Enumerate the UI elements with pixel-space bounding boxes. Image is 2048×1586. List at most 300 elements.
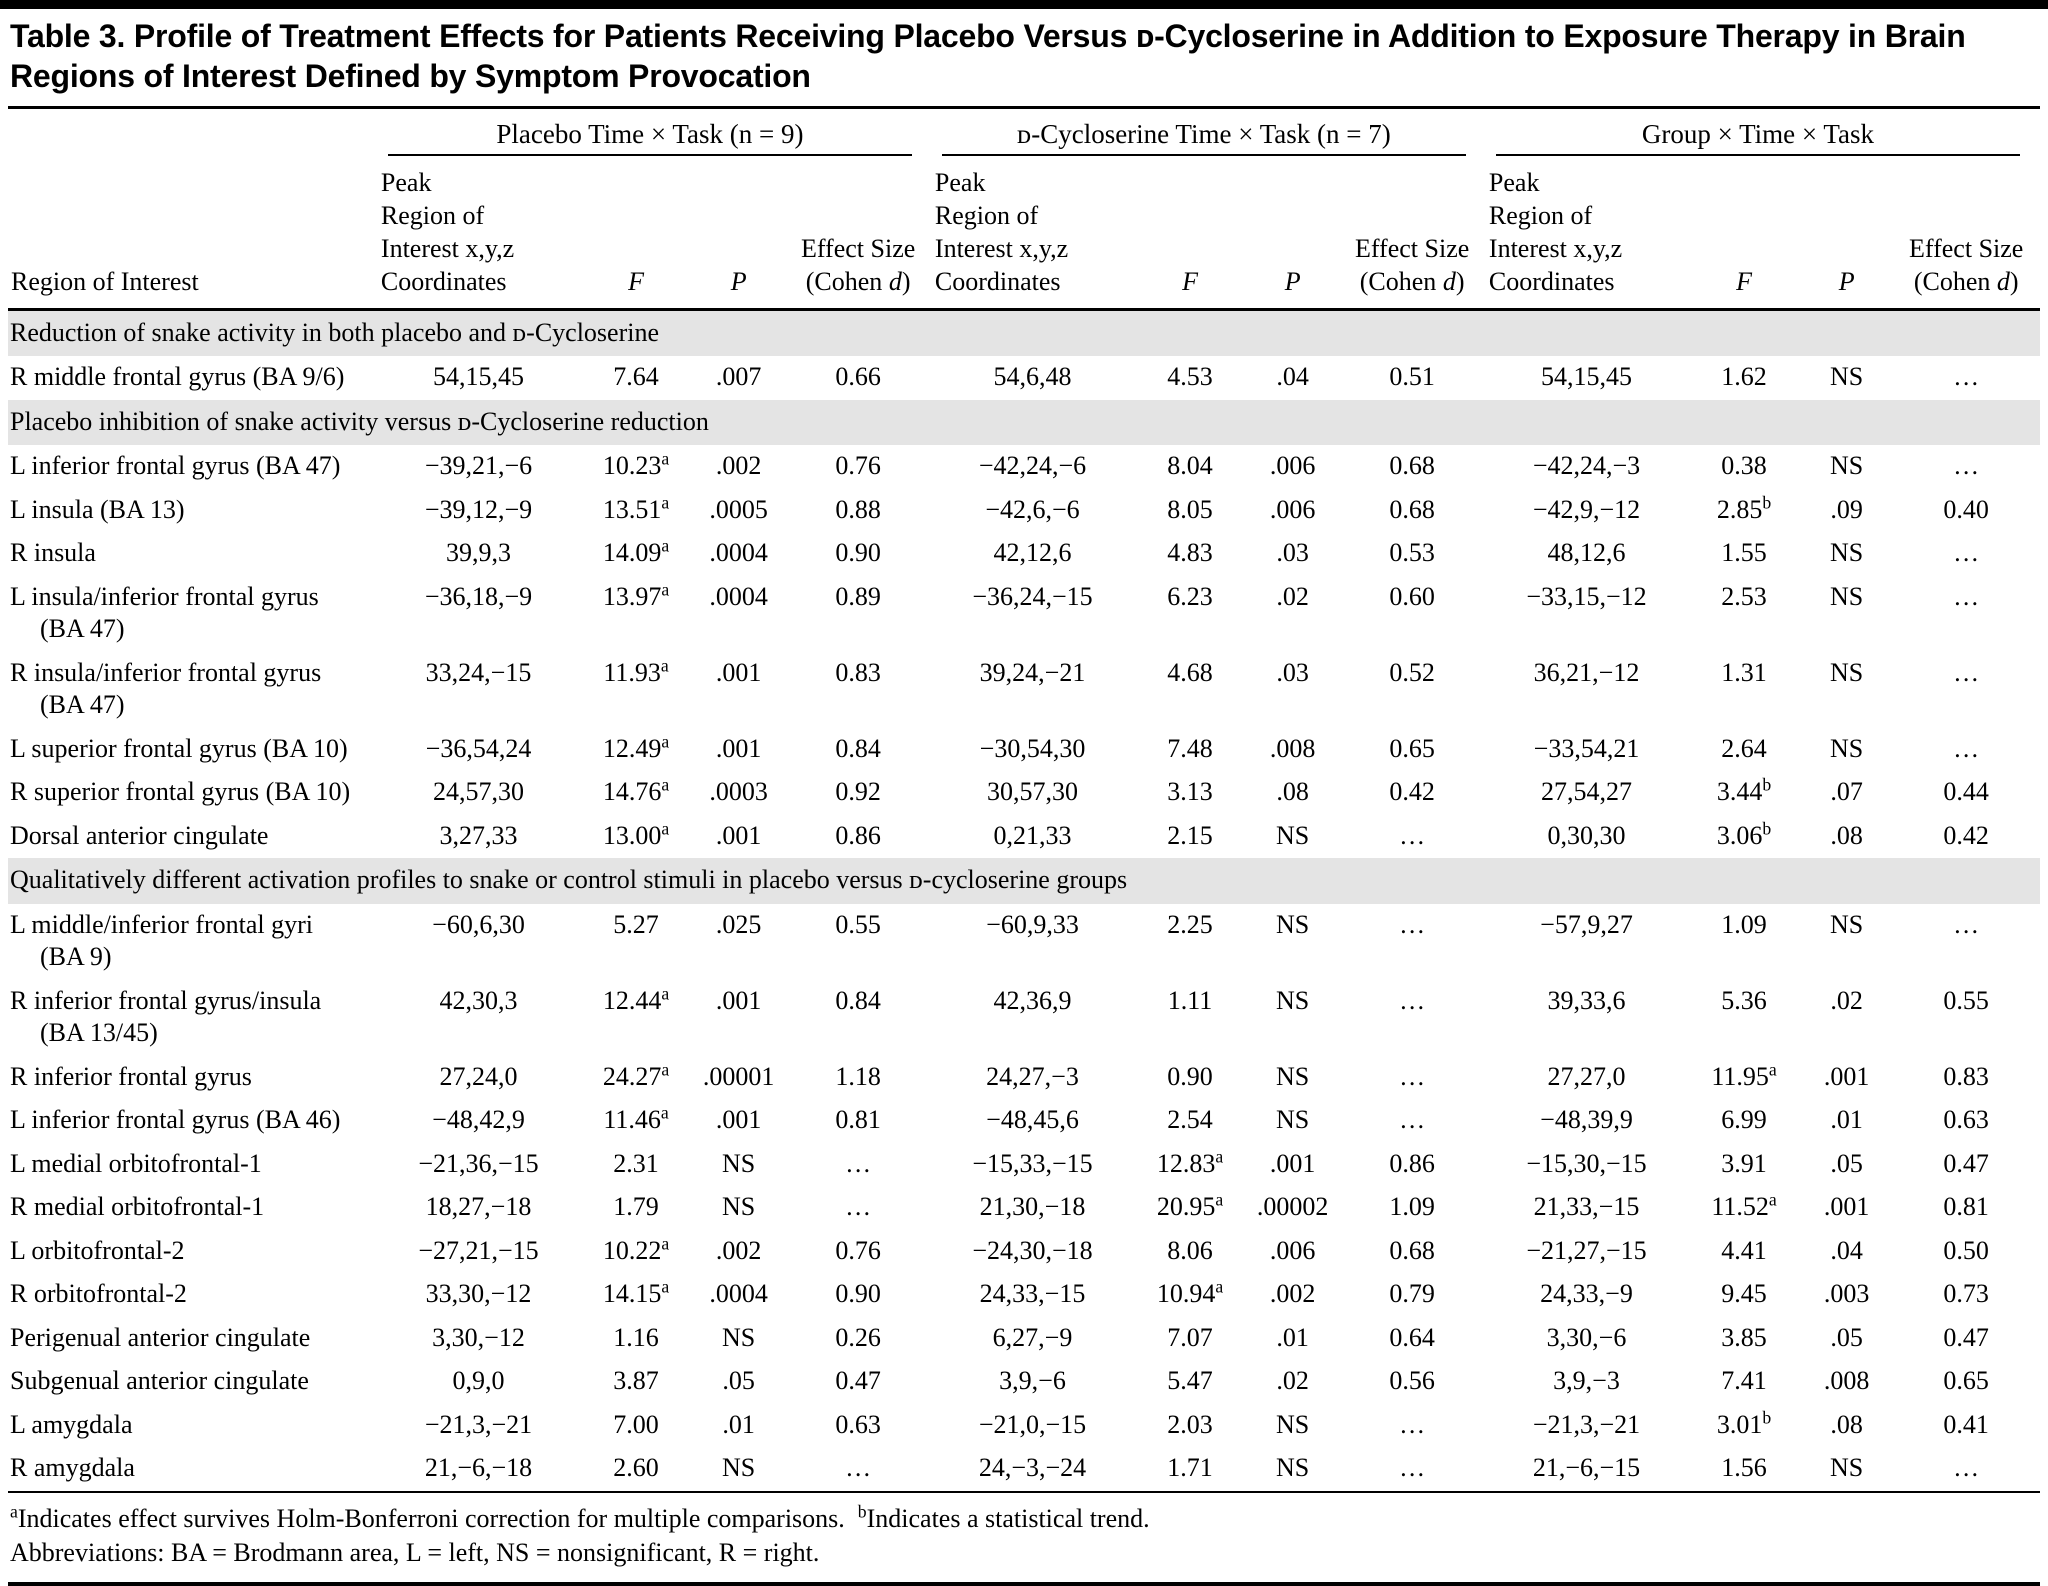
f-cell: 2.15: [1167, 820, 1213, 850]
footnote-abbreviations: Abbreviations: BA = Brodmann area, L = left, NS = nonsignificant, R = right.: [10, 1538, 820, 1567]
p-cell: .001: [1269, 1148, 1316, 1178]
f-cell: 1.71: [1167, 1453, 1213, 1483]
coords-cell: 3,30,−12: [432, 1322, 525, 1352]
coords-header-line: Region of: [934, 200, 1039, 230]
f-cell: 7.00: [613, 1409, 659, 1439]
coords-cell: 24,−3,−24: [978, 1453, 1087, 1483]
coords-cell: −33,54,21: [1533, 733, 1640, 763]
coords-cell: 0,30,30: [1547, 820, 1626, 850]
region-line: R orbitofrontal-2: [10, 1279, 187, 1309]
effect-size-cell: 0.26: [835, 1322, 881, 1352]
effect-size-cell: 0.55: [1943, 985, 1989, 1015]
coords-cell: 24,33,−15: [979, 1279, 1086, 1309]
p-cell: .006: [1269, 1235, 1316, 1265]
f-cell: 3.13: [1167, 777, 1213, 807]
effect-size-cell: …: [1953, 451, 1980, 481]
region-line: (BA 47): [40, 690, 125, 720]
coords-cell: −21,27,−15: [1526, 1235, 1647, 1265]
p-cell: .001: [715, 657, 762, 687]
f-cell: 13.51$^a$: [602, 492, 670, 524]
effect-size-cell: 0.64: [1389, 1322, 1435, 1352]
effect-size-cell: 0.88: [835, 494, 881, 524]
f-cell: 10.22$^a$: [602, 1233, 670, 1265]
p-header: P: [1247, 156, 1338, 310]
effect-size-cell: …: [1953, 657, 1980, 687]
f-cell: 2.60: [613, 1453, 659, 1483]
p-cell: .08: [1830, 1409, 1863, 1439]
effect-size-cell: 0.55: [835, 909, 881, 939]
coords-header: [932, 156, 1133, 310]
region-line: L medial orbitofrontal-1: [10, 1148, 262, 1178]
region-cell: [8, 356, 378, 400]
coords-cell: 27,54,27: [1541, 777, 1632, 807]
section-header-row: [8, 400, 2040, 446]
effect-size-cell: 0.63: [1943, 1105, 1989, 1135]
region-line: R middle frontal gyrus (BA 9/6): [10, 362, 345, 392]
p-cell: .02: [1830, 985, 1863, 1015]
coords-cell: 39,33,6: [1547, 985, 1626, 1015]
coords-cell: −48,42,9: [432, 1105, 525, 1135]
coords-cell: −57,9,27: [1540, 909, 1633, 939]
f-cell: 12.44$^a$: [602, 983, 670, 1015]
coords-cell: 27,27,0: [1547, 1061, 1626, 1091]
f-cell: 5.27: [613, 909, 659, 939]
effect-size-cell: 0.68: [1389, 451, 1435, 481]
effect-size-line1: Effect Size: [800, 234, 916, 264]
coords-cell: −48,45,6: [986, 1105, 1079, 1135]
coords-cell: −30,54,30: [979, 733, 1086, 763]
f-cell: 1.56: [1721, 1453, 1767, 1483]
section-header-row: [8, 858, 2040, 904]
table-row: [8, 445, 2040, 489]
p-cell: NS: [1276, 1453, 1310, 1483]
coords-cell: −21,3,−21: [1532, 1409, 1641, 1439]
p-cell: .04: [1276, 362, 1309, 392]
p-cell: NS: [1276, 985, 1310, 1015]
effect-size-cell: 0.47: [1943, 1148, 1989, 1178]
coords-cell: 42,30,3: [439, 985, 518, 1015]
p-cell: .001: [715, 985, 762, 1015]
region-cell: [8, 532, 378, 576]
region-cell: [8, 1360, 378, 1404]
effect-size-cell: …: [1399, 1453, 1426, 1483]
region-cell: [8, 445, 378, 489]
p-cell: .001: [715, 733, 762, 763]
f-cell: 3.87: [613, 1366, 659, 1396]
subheader-row: [8, 156, 2040, 310]
table-row: [8, 1186, 2040, 1230]
coords-cell: 18,27,−18: [425, 1192, 532, 1222]
region-cell: [8, 1186, 378, 1230]
f-cell: 3.44$^b$: [1716, 774, 1772, 807]
f-cell: 8.06: [1167, 1235, 1213, 1265]
effect-size-cell: …: [1399, 820, 1426, 850]
effect-size-cell: 0.90: [835, 538, 881, 568]
p-cell: NS: [1830, 538, 1864, 568]
section-header: Qualitatively different activation profiles to snake or control stimuli in placebo versus ᴅ-cycloserine groups: [8, 858, 2040, 904]
table-figure: [0, 9, 2048, 1586]
effect-size-cell: 0.83: [1943, 1061, 1989, 1091]
effect-size-cell: 0.51: [1389, 362, 1435, 392]
table-row: [8, 728, 2040, 772]
region-cell: [8, 1317, 378, 1361]
region-of-interest-header: Region of Interest: [8, 156, 378, 310]
region-line: L middle/inferior frontal gyri: [10, 909, 313, 939]
coords-header-line: Interest x,y,z: [934, 234, 1069, 264]
footnote-significance: $^a$Indicates effect survives Holm-Bonferroni correction for multiple comparisons. $^b$Indicates a statistical trend.: [10, 1501, 1150, 1533]
table-row: [8, 1447, 2040, 1492]
p-cell: .09: [1830, 494, 1863, 524]
effect-size-cell: 0.65: [1943, 1366, 1989, 1396]
column-groups-row: [8, 109, 2040, 156]
effect-size-cell: 0.42: [1389, 777, 1435, 807]
effect-size-cell: 0.90: [835, 1279, 881, 1309]
f-cell: 14.09$^a$: [602, 535, 670, 568]
coords-cell: −36,24,−15: [972, 581, 1093, 611]
coords-cell: 24,27,−3: [986, 1061, 1079, 1091]
effect-size-cell: …: [1399, 1061, 1426, 1091]
effect-size-cell: 0.68: [1389, 494, 1435, 524]
region-line: R insula/inferior frontal gyrus: [10, 657, 322, 687]
f-cell: 5.36: [1721, 985, 1767, 1015]
f-cell: 10.23$^a$: [602, 448, 670, 481]
effect-size-pre: (Cohen: [805, 267, 889, 297]
coords-header-line: Peak: [934, 167, 986, 197]
region-cell: [8, 652, 378, 728]
group-label-placebo: Placebo Time × Task (n = 9): [388, 119, 912, 156]
region-cell: [8, 1273, 378, 1317]
coords-cell: 21,−6,−18: [424, 1453, 533, 1483]
p-cell: NS: [1830, 657, 1864, 687]
p-cell: NS: [722, 1453, 756, 1483]
effect-size-cell: …: [1953, 538, 1980, 568]
effect-size-cell: …: [845, 1453, 872, 1483]
top-rule: [0, 0, 2048, 9]
p-cell: .01: [1830, 1105, 1863, 1135]
coords-cell: −42,24,−3: [1532, 451, 1641, 481]
effect-size-header: [1892, 156, 2040, 310]
group-label-interaction: Group × Time × Task: [1496, 119, 2020, 156]
region-line: R inferior frontal gyrus: [10, 1061, 252, 1091]
p-cell: .001: [1823, 1061, 1870, 1091]
p-cell: .001: [715, 1105, 762, 1135]
coords-cell: 24,57,30: [433, 777, 524, 807]
f-cell: 3.01$^b$: [1716, 1407, 1772, 1439]
coords-cell: −42,6,−6: [985, 494, 1080, 524]
coords-cell: 42,36,9: [993, 985, 1072, 1015]
p-cell: NS: [1830, 909, 1864, 939]
coords-cell: −27,21,−15: [418, 1235, 539, 1265]
coords-header-line: Coordinates: [934, 267, 1061, 297]
coords-cell: −60,6,30: [432, 909, 525, 939]
group-header-dcycloserine: [932, 109, 1486, 156]
effect-size-cell: 0.76: [835, 451, 881, 481]
p-cell: .04: [1830, 1235, 1863, 1265]
region-cell: [8, 980, 378, 1056]
effect-size-cell: 0.73: [1943, 1279, 1989, 1309]
effect-size-cell: 0.76: [835, 1235, 881, 1265]
coords-cell: 21,30,−18: [979, 1192, 1086, 1222]
table-row: [8, 980, 2040, 1056]
table-row: [8, 489, 2040, 533]
f-cell: 12.83$^a$: [1156, 1146, 1224, 1178]
f-header: F: [1687, 156, 1801, 310]
region-line: Perigenual anterior cingulate: [10, 1322, 311, 1352]
effect-size-cell: 0.79: [1389, 1279, 1435, 1309]
f-cell: 12.49$^a$: [602, 731, 670, 763]
region-line: L superior frontal gyrus (BA 10): [10, 733, 348, 763]
f-cell: 1.31: [1721, 657, 1767, 687]
p-cell: NS: [1276, 1105, 1310, 1135]
p-cell: NS: [722, 1148, 756, 1178]
p-header: P: [693, 156, 784, 310]
region-line: R superior frontal gyrus (BA 10): [10, 777, 351, 807]
coords-cell: −15,30,−15: [1526, 1148, 1647, 1178]
table-row: [8, 1230, 2040, 1274]
coords-cell: −60,9,33: [986, 909, 1079, 939]
table-row: [8, 576, 2040, 652]
effect-size-pre: (Cohen: [1913, 267, 1997, 297]
coords-cell: −21,0,−15: [978, 1409, 1087, 1439]
p-cell: .008: [1269, 733, 1316, 763]
f-cell: 8.04: [1167, 451, 1213, 481]
region-line: (BA 9): [40, 942, 112, 972]
f-cell: 3.06$^b$: [1716, 818, 1772, 850]
effect-size-cell: …: [1399, 1105, 1426, 1135]
coords-cell: −33,15,−12: [1526, 581, 1647, 611]
effect-size-cell: 0.40: [1943, 494, 1989, 524]
region-line: R amygdala: [10, 1453, 135, 1483]
effect-size-header: [1338, 156, 1486, 310]
region-line: Subgenual anterior cingulate: [10, 1366, 309, 1396]
p-cell: NS: [1830, 362, 1864, 392]
coords-header: [378, 156, 579, 310]
region-cell: [8, 728, 378, 772]
f-cell: 4.53: [1167, 362, 1213, 392]
effect-size-cell: …: [1953, 1453, 1980, 1483]
coords-cell: −15,33,−15: [972, 1148, 1093, 1178]
coords-cell: 24,33,−9: [1540, 1279, 1633, 1309]
coords-cell: −39,21,−6: [424, 451, 533, 481]
region-line: R medial orbitofrontal-1: [10, 1192, 265, 1222]
region-cell: [8, 1447, 378, 1492]
p-cell: NS: [722, 1322, 756, 1352]
region-line: Dorsal anterior cingulate: [10, 820, 269, 850]
p-cell: NS: [1830, 1453, 1864, 1483]
effect-size-cell: 0.89: [835, 581, 881, 611]
effect-size-cell: …: [845, 1148, 872, 1178]
coords-cell: 33,24,−15: [425, 657, 532, 687]
coords-header-line: Peak: [1488, 167, 1540, 197]
region-cell: [8, 1056, 378, 1100]
effect-size-cell: 0.92: [835, 777, 881, 807]
effect-size-cell: 1.18: [835, 1061, 881, 1091]
f-cell: 13.97$^a$: [602, 579, 670, 611]
f-cell: 3.85: [1721, 1322, 1767, 1352]
p-cell: .05: [1830, 1148, 1863, 1178]
effect-size-cell: 0.81: [835, 1105, 881, 1135]
p-cell: .008: [1823, 1366, 1870, 1396]
f-header: F: [1133, 156, 1247, 310]
region-cell: [8, 904, 378, 980]
coords-cell: 0,9,0: [452, 1366, 505, 1396]
region-line: R insula: [10, 538, 96, 568]
effect-size-cell: 0.44: [1943, 777, 1989, 807]
coords-cell: −39,12,−9: [424, 494, 533, 524]
coords-header-line: Region of: [380, 200, 485, 230]
effect-size-cell: 0.81: [1943, 1192, 1989, 1222]
table-row: [8, 356, 2040, 400]
p-cell: .007: [715, 362, 762, 392]
p-cell: .0003: [709, 777, 768, 807]
table-header: [8, 109, 2040, 310]
p-cell: .01: [1276, 1322, 1309, 1352]
effect-size-cell: …: [1953, 362, 1980, 392]
table-row: [8, 1143, 2040, 1187]
coords-header-line: Peak: [380, 167, 432, 197]
p-cell: .00001: [702, 1061, 775, 1091]
f-cell: 8.05: [1167, 494, 1213, 524]
effect-size-cell: …: [1953, 909, 1980, 939]
f-cell: 2.25: [1167, 909, 1213, 939]
table-row: [8, 532, 2040, 576]
table-title: Table 3. Profile of Treatment Effects for Patients Receiving Placebo Versus ᴅ-Cycloserine in Addition to Exposure Therapy in Brain Regions of Interest Defined by Symptom Provocation: [10, 18, 1966, 95]
coords-cell: −42,9,−12: [1532, 494, 1641, 524]
p-cell: .001: [715, 820, 762, 850]
f-cell: 6.99: [1721, 1105, 1767, 1135]
section-header-row: [8, 309, 2040, 356]
effect-size-line2: [1341, 265, 1483, 298]
f-cell: 20.95$^a$: [1156, 1189, 1224, 1222]
region-cell: [8, 1143, 378, 1187]
p-cell: .0005: [709, 494, 768, 524]
f-cell: 2.64: [1721, 733, 1767, 763]
coords-cell: 30,57,30: [987, 777, 1078, 807]
table-row: [8, 1273, 2040, 1317]
coords-header-line: Region of: [1488, 200, 1593, 230]
effect-size-cell: 0.65: [1389, 733, 1435, 763]
f-cell: 0.38: [1721, 451, 1767, 481]
p-cell: .03: [1276, 538, 1309, 568]
effect-size-cell: 0.42: [1943, 820, 1989, 850]
effect-size-cell: 0.60: [1389, 581, 1435, 611]
f-cell: 10.94$^a$: [1156, 1276, 1224, 1309]
effect-size-cell: …: [1399, 1409, 1426, 1439]
p-cell: .006: [1269, 494, 1316, 524]
region-cell: [8, 576, 378, 652]
coords-cell: 54,6,48: [993, 362, 1072, 392]
effect-size-cell: 0.86: [1389, 1148, 1435, 1178]
effect-size-cell: 1.09: [1389, 1192, 1435, 1222]
f-cell: 4.83: [1167, 538, 1213, 568]
f-cell: 9.45: [1721, 1279, 1767, 1309]
coords-cell: 21,−6,−15: [1532, 1453, 1641, 1483]
p-cell: .0004: [709, 1279, 768, 1309]
table-row: [8, 652, 2040, 728]
coords-cell: 39,9,3: [446, 538, 511, 568]
coords-cell: 21,33,−15: [1533, 1192, 1640, 1222]
f-cell: 7.41: [1721, 1366, 1767, 1396]
f-cell: 1.79: [613, 1192, 659, 1222]
coords-cell: −24,30,−18: [972, 1235, 1093, 1265]
group-label-dcycloserine: ᴅ-Cycloserine Time × Task (n = 7): [942, 119, 1466, 156]
region-line: L insula (BA 13): [10, 494, 185, 524]
coords-cell: 42,12,6: [993, 538, 1072, 568]
coords-cell: 54,15,45: [1541, 362, 1632, 392]
effect-size-cell: 0.63: [835, 1409, 881, 1439]
effect-size-line1: Effect Size: [1354, 234, 1470, 264]
f-cell: 2.85$^b$: [1716, 492, 1772, 524]
p-cell: .00002: [1256, 1192, 1329, 1222]
p-cell: .01: [722, 1409, 755, 1439]
region-cell: [8, 815, 378, 859]
coords-cell: 39,24,−21: [979, 657, 1086, 687]
effect-size-post: ): [901, 267, 911, 297]
effect-size-d: d: [1442, 267, 1456, 297]
f-cell: 6.23: [1167, 581, 1213, 611]
region-line: R inferior frontal gyrus/insula: [10, 985, 322, 1015]
corner-cell: [8, 109, 378, 156]
effect-size-pre: (Cohen: [1359, 267, 1443, 297]
f-cell: 7.48: [1167, 733, 1213, 763]
f-cell: 11.93$^a$: [603, 655, 669, 687]
f-cell: 1.16: [613, 1322, 659, 1352]
f-cell: 1.62: [1721, 362, 1767, 392]
region-line: (BA 13/45): [40, 1018, 158, 1048]
p-cell: NS: [1830, 451, 1864, 481]
effect-size-post: ): [2009, 267, 2019, 297]
effect-size-cell: 0.47: [1943, 1322, 1989, 1352]
region-line: L inferior frontal gyrus (BA 47): [10, 451, 341, 481]
region-cell: [8, 489, 378, 533]
effect-size-header: [784, 156, 932, 310]
table-row: [8, 771, 2040, 815]
effect-size-cell: …: [1399, 909, 1426, 939]
f-cell: 2.03: [1167, 1409, 1213, 1439]
p-cell: NS: [722, 1192, 756, 1222]
coords-cell: −48,39,9: [1540, 1105, 1633, 1135]
p-cell: .002: [715, 451, 762, 481]
p-cell: NS: [1830, 733, 1864, 763]
effect-size-line1: Effect Size: [1909, 234, 2024, 264]
f-cell: 3.91: [1721, 1148, 1767, 1178]
f-cell: 24.27$^a$: [602, 1059, 670, 1091]
p-cell: .002: [715, 1235, 762, 1265]
effect-size-cell: …: [845, 1192, 872, 1222]
region-cell: [8, 1404, 378, 1448]
p-cell: NS: [1276, 820, 1310, 850]
f-cell: 7.64: [613, 362, 659, 392]
effect-size-cell: 0.52: [1389, 657, 1435, 687]
effect-size-line2: [787, 265, 929, 298]
region-cell: [8, 1230, 378, 1274]
footnotes: [8, 1493, 2040, 1575]
p-cell: NS: [1276, 1061, 1310, 1091]
bottom-rule: [8, 1582, 2040, 1586]
p-cell: .08: [1276, 777, 1309, 807]
group-header-placebo: [378, 109, 932, 156]
effect-size-cell: 0.50: [1943, 1235, 1989, 1265]
p-cell: .001: [1823, 1192, 1870, 1222]
p-cell: .05: [722, 1366, 755, 1396]
coords-cell: 0,21,33: [993, 820, 1072, 850]
effect-size-cell: 0.41: [1943, 1409, 1989, 1439]
p-cell: NS: [1276, 909, 1310, 939]
effect-size-cell: …: [1399, 985, 1426, 1015]
coords-cell: −36,18,−9: [424, 581, 533, 611]
coords-cell: 33,30,−12: [425, 1279, 532, 1309]
p-cell: .03: [1276, 657, 1309, 687]
